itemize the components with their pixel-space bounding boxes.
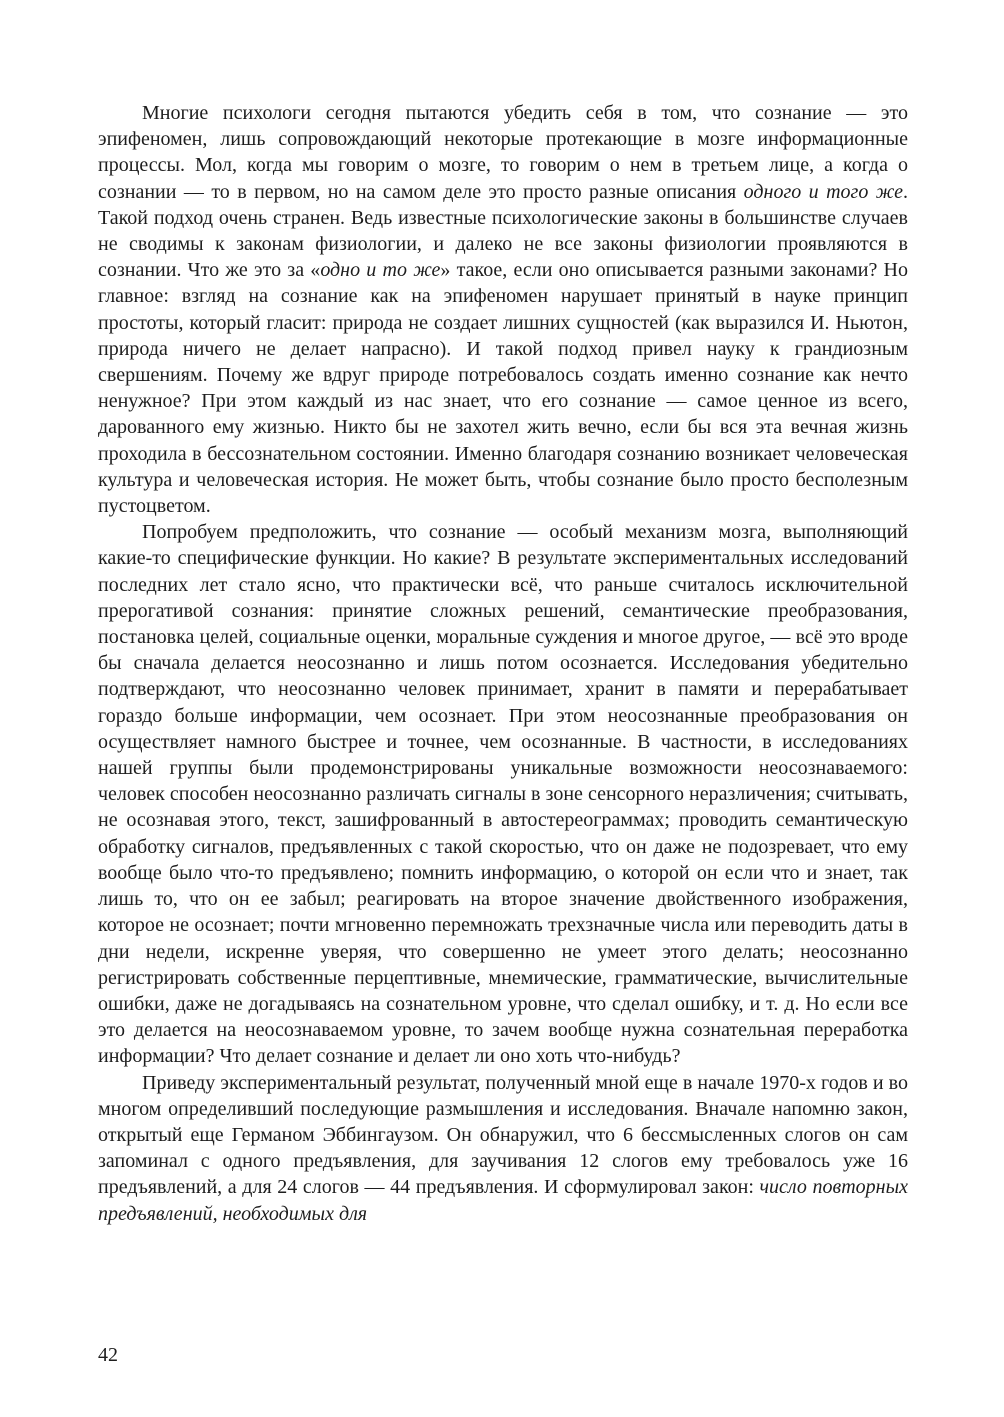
paragraph-1-segment-1: Многие психологи сегодня пытаются убедить себя в том, что сознание — это эпифеномен, лишь сопровождающий некоторые протекающие в мозге информационные процессы. Мол, когда мы говорим о мозге, то говорим о нем в третьем лице, а когда о сознании — то в первом, но на самом деле это просто разные описания bbox=[98, 102, 908, 203]
paragraph-2-segment-1: Попробуем предположить, что сознание — особый механизм мозга, выполняющий какие-то специфические функции. Но какие? В результате экспериментальных исследований последних лет стало ясно, что практически всё, что раньше считалось исключительной прерогативой сознания: принятие сложных решений, семантические преобразования, постановка целей, социальные оценки, моральные суждения и многое другое, — всё это вроде бы сначала делается неосознанно и лишь потом осознается. Исследования убедительно подтверждают, что неосознанно человек принимает, хранит в памяти и перерабатывает гораздо больше информации, чем осознает. При этом неосознанные преобразования он осуществляет намного быстрее и точнее, чем осознанные. В частности, в исследованиях нашей группы были продемонстрированы уникальные возможности неосознаваемого: человек способен неосознанно различать сигналы в зоне сенсорного неразличения; считывать, не осознавая этого, текст, зашифрованный в автостереограммах; проводить семантическую обработку сигналов, предъявленных с такой скоростью, что он даже не подозревает, что ему вообще было что-то предъявлено; помнить информацию, о которой он если что и знает, так лишь то, что он ее забыл; реагировать на второе значение двойственного изображения, которое не осознает; почти мгновенно перемножать трехзначные числа или переводить даты в дни недели, искренне уверяя, что совершенно не умеет этого делать; неосознанно регистрировать собственные перцептивные, мнемические, грамматические, вычислительные ошибки, даже не догадываясь на сознательном уровне, что сделал ошибку, и т. д. Но если все это делается на неосознаваемом уровне, то зачем вообще нужна сознательная переработка информации? Что делает сознание и делает ли оно хоть что-нибудь? bbox=[98, 521, 908, 1068]
page-body bbox=[98, 100, 908, 1330]
paragraph-1-segment-5: » такое, если оно описывается разными законами? Но главное: взгляд на сознание как на эпифеномен нарушает принятый в науке принцип простоты, который гласит: природа не создает лишних сущностей (как выразился И. Ньютон, природа ничего не делает напрасно). И такой подход привел науку к грандиозным свершениям. Почему же вдруг природе потребовалось создать именно сознание как нечто ненужное? При этом каждый из нас знает, что его сознание — самое ценное из всего, дарованного ему жизнью. Никто бы не захотел жить вечно, если бы вся эта вечная жизнь проходила в бессознательном состоянии. Именно благодаря сознанию возникает человеческая культура и человеческая история. Не может быть, чтобы сознание было просто бесполезным пустоцветом. bbox=[98, 259, 908, 518]
paragraph-1 bbox=[98, 100, 908, 519]
paragraph-3-italic-1: число повторных предъявлений, необходимых для bbox=[98, 1176, 908, 1225]
paragraph-2 bbox=[98, 519, 908, 1069]
paragraph-1-italic-1: одного и того же bbox=[743, 180, 903, 203]
page-number: 42 bbox=[98, 1344, 118, 1366]
paragraph-1-segment-3: . Такой подход очень странен. Ведь известные психологические законы в большинстве случаев не сводимы к законам физиологии, и далеко не все законы физиологии проявляются в сознании. Что же это за « bbox=[98, 180, 908, 282]
paragraph-1-italic-2: одно и то же bbox=[320, 259, 441, 282]
paragraph-3-segment-1: Приведу экспериментальный результат, полученный мной еще в начале 1970-х годов и во многом определивший последующие размышления и исследования. Вначале напомню закон, открытый еще Германом Эббингаузом. Он обнаружил, что 6 бессмысленных слогов он сам запоминал с одного предъявления, для заучивания 12 слогов ему требовалось уже 16 предъявлений, а для 24 слогов — 44 предъявления. И сформулировал закон: bbox=[98, 1071, 908, 1199]
paragraph-3 bbox=[98, 1070, 908, 1227]
